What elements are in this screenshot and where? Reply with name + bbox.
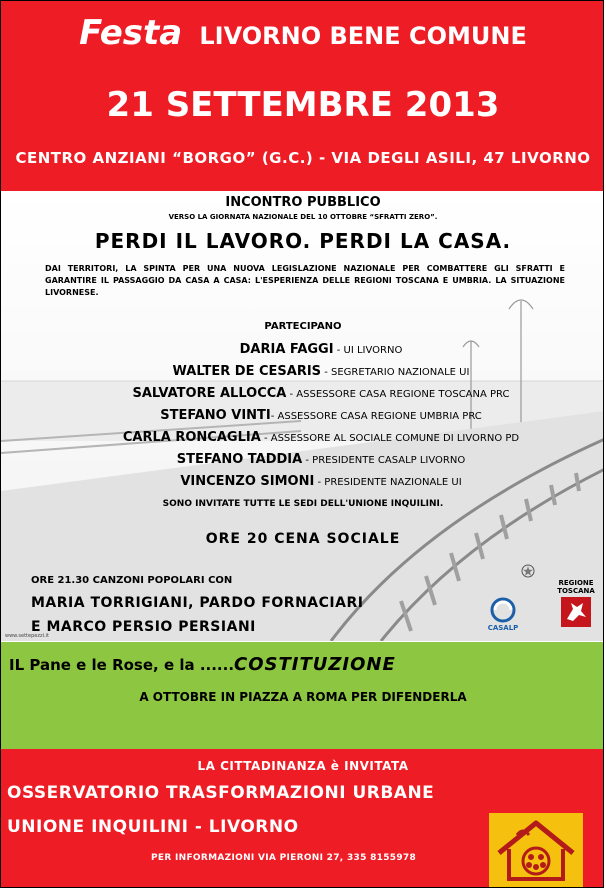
speaker-item xyxy=(41,403,601,425)
speaker-name: STEFANO TADDIA xyxy=(176,452,303,467)
public-invite: LA CITTADINANZA è INVITATA xyxy=(197,759,409,773)
speaker-role: - SEGRETARIO NAZIONALE UI xyxy=(321,367,470,378)
musicians-line-2: E MARCO PERSIO PERSIANI xyxy=(31,619,256,635)
organizer-union: UNIONE INQUILINI - LIVORNO xyxy=(7,817,299,837)
musicians xyxy=(31,591,363,639)
unione-inquilini-logo-icon xyxy=(489,813,583,887)
regione-toscana-logo xyxy=(549,579,603,635)
speaker-item xyxy=(41,359,601,381)
website-credit: www.settepezzi.it xyxy=(5,633,49,639)
speaker-item xyxy=(41,469,601,491)
participants-label: PARTECIPANO xyxy=(264,321,342,332)
speaker-name: VINCENZO SIMONI xyxy=(180,474,315,489)
contact-info: PER INFORMAZIONI VIA PIERONI 27, 335 8155978 xyxy=(151,853,417,863)
speaker-item xyxy=(41,337,601,359)
speaker-role: - PRESIDENTE NAZIONALE UI xyxy=(314,477,462,488)
songs-time: ORE 21.30 CANZONI POPOLARI CON xyxy=(31,575,233,586)
pane-rose-text: IL Pane e le Rose, e la ...... xyxy=(9,656,235,674)
meeting-intro: DAI TERRITORI, LA SPINTA PER UNA NUOVA LEGISLAZIONE NAZIONALE PER COMBATTERE GLI SFRATTI E GARANTIRE IL PASSAGGIO DA CASA A CASA: L'ESPERIENZA DELLE REGIONI TOSCANA E UMBRIA. LA SITUAZIONE LIVORNESE. xyxy=(45,264,565,297)
constitution-banner xyxy=(1,642,604,749)
association-name: LIVORNO BENE COMUNE xyxy=(199,22,527,50)
speaker-name: DARIA FAGGI xyxy=(239,342,334,357)
event-date: 21 SETTEMBRE 2013 xyxy=(106,85,500,125)
speaker-role: - UI LIVORNO xyxy=(333,345,403,356)
speaker-role: - ASSESSORE CASA REGIONE TOSCANA PRC xyxy=(286,389,510,400)
casalp-label: CASALP xyxy=(487,624,519,632)
speaker-item xyxy=(41,381,601,403)
poster-header xyxy=(1,1,604,191)
musicians-line-1: MARIA TORRIGIANI, PARDO FORNACIARI xyxy=(31,595,364,611)
speaker-role: - PRESIDENTE CASALP LIVORNO xyxy=(302,455,466,466)
speaker-role: - ASSESSORE AL SOCIALE COMUNE DI LIVORNO PD xyxy=(260,433,520,444)
dinner-time: ORE 20 CENA SOCIALE xyxy=(205,531,401,547)
pegasus-icon xyxy=(559,595,593,629)
constitution-subtitle: A OTTOBRE IN PIAZZA A ROMA PER DIFENDERLA xyxy=(139,690,467,704)
program-section xyxy=(1,191,604,641)
title-line xyxy=(1,13,604,53)
speaker-name: CARLA RONCAGLIA xyxy=(122,430,261,445)
star-emblem-icon xyxy=(521,563,535,579)
event-venue: CENTRO ANZIANI “BORGO” (G.C.) - VIA DEGLI ASILI, 47 LIVORNO xyxy=(15,149,591,167)
poster-footer xyxy=(1,749,604,888)
meeting-heading: INCONTRO PUBBLICO xyxy=(225,195,381,210)
organizer-observatory: OSSERVATORIO TRASFORMAZIONI URBANE xyxy=(7,783,435,803)
casalp-swirl-icon xyxy=(483,596,523,624)
casalp-logo xyxy=(483,596,523,636)
festa-title: Festa xyxy=(79,13,183,53)
speaker-item xyxy=(41,447,601,469)
constitution-headline xyxy=(9,654,396,675)
speaker-role: - ASSESSORE CASA REGIONE UMBRIA PRC xyxy=(270,411,482,422)
speaker-list xyxy=(41,337,601,491)
costituzione-word: COSTITUZIONE xyxy=(234,654,396,675)
meeting-slogan: PERDI IL LAVORO. PERDI LA CASA. xyxy=(94,229,512,253)
toscana-label: REGIONE TOSCANA xyxy=(557,579,595,595)
speaker-name: WALTER DE CESARIS xyxy=(172,364,322,379)
speaker-item xyxy=(41,425,601,447)
meeting-subheading: VERSO LA GIORNATA NAZIONALE DEL 10 OTTOBRE “SFRATTI ZERO”. xyxy=(168,213,438,221)
invitation-note: SONO INVITATE TUTTE LE SEDI DELL'UNIONE INQUILINI. xyxy=(162,499,444,509)
speaker-name: SALVATORE ALLOCCA xyxy=(132,386,287,401)
speaker-name: STEFANO VINTI xyxy=(160,408,271,423)
